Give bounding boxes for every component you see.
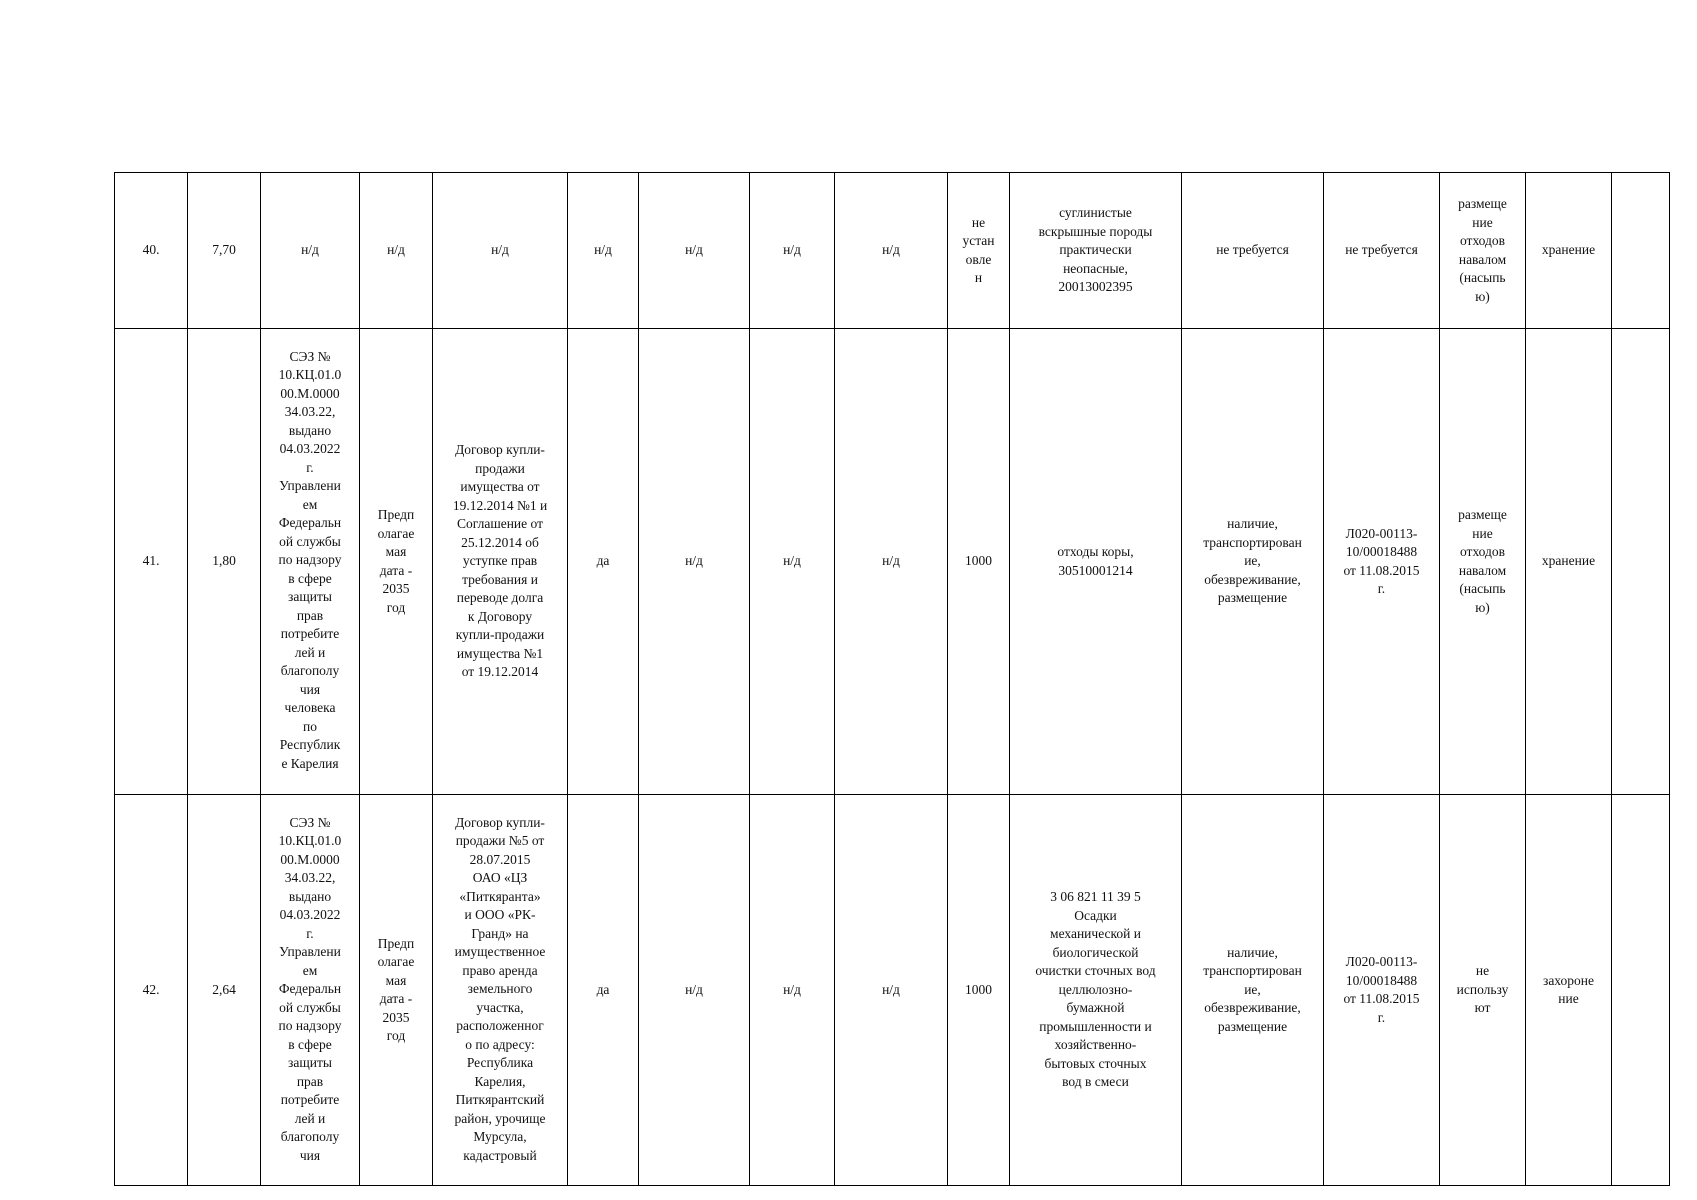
term-cell: Предп олагае мая дата - 2035 год bbox=[360, 329, 433, 795]
contract-cell: н/д bbox=[433, 173, 568, 329]
table-row bbox=[115, 329, 1670, 795]
col8-cell: н/д bbox=[750, 173, 835, 329]
col7-cell: н/д bbox=[639, 329, 750, 795]
contract-cell: Договор купли- продажи имущества от 19.12.2014 №1 и Соглашение от 25.12.2014 об уступке прав требования и переводе долга к Договору купли-продажи имущества №1 от 19.12.2014 bbox=[433, 329, 568, 795]
col7-cell: н/д bbox=[639, 173, 750, 329]
license-cell: не требуется bbox=[1324, 173, 1440, 329]
volume-cell: не устан овле н bbox=[948, 173, 1010, 329]
empty-cell bbox=[1612, 173, 1670, 329]
row-number-cell: 40. bbox=[115, 173, 188, 329]
purpose-cell: хранение bbox=[1526, 329, 1612, 795]
col9-cell: н/д bbox=[835, 329, 948, 795]
sez-cell: н/д bbox=[261, 173, 360, 329]
method-cell: размеще ние отходов навалом (насыпь ю) bbox=[1440, 173, 1526, 329]
purpose-cell: хранение bbox=[1526, 173, 1612, 329]
volume-cell: 1000 bbox=[948, 329, 1010, 795]
volume-cell: 1000 bbox=[948, 795, 1010, 1186]
empty-cell bbox=[1612, 795, 1670, 1186]
col9-cell: н/д bbox=[835, 173, 948, 329]
col8-cell: н/д bbox=[750, 329, 835, 795]
area-cell: 2,64 bbox=[188, 795, 261, 1186]
method-cell: не использу ют bbox=[1440, 795, 1526, 1186]
contract-cell bbox=[433, 795, 568, 1186]
sez-cell bbox=[261, 795, 360, 1186]
waste-type-cell: отходы коры, 30510001214 bbox=[1010, 329, 1182, 795]
empty-cell bbox=[1612, 329, 1670, 795]
col6-cell: н/д bbox=[568, 173, 639, 329]
table-row bbox=[115, 795, 1670, 1186]
table-row bbox=[115, 173, 1670, 329]
col6-cell: да bbox=[568, 795, 639, 1186]
activity-cell: не требуется bbox=[1182, 173, 1324, 329]
row-number-cell: 42. bbox=[115, 795, 188, 1186]
activity-cell: наличие, транспортирован ие, обезвреживание, размещение bbox=[1182, 329, 1324, 795]
waste-type-cell: 3 06 821 11 39 5 Осадки механической и биологической очистки сточных вод целлюлозно- бумажной промышленности и хозяйственно- бытовых сточных вод в смеси bbox=[1010, 795, 1182, 1186]
waste-type-cell: суглинистые вскрышные породы практически неопасные, 20013002395 bbox=[1010, 173, 1182, 329]
license-cell: Л020-00113- 10/00018488 от 11.08.2015 г. bbox=[1324, 329, 1440, 795]
method-cell: размеще ние отходов навалом (насыпь ю) bbox=[1440, 329, 1526, 795]
activity-cell: наличие, транспортирован ие, обезвреживание, размещение bbox=[1182, 795, 1324, 1186]
sez-cell bbox=[261, 329, 360, 795]
term-cell: Предп олагае мая дата - 2035 год bbox=[360, 795, 433, 1186]
license-cell: Л020-00113- 10/00018488 от 11.08.2015 г. bbox=[1324, 795, 1440, 1186]
term-cell: н/д bbox=[360, 173, 433, 329]
purpose-cell: захороне ние bbox=[1526, 795, 1612, 1186]
sez-text: СЭЗ № 10.КЦ.01.0 00.М.0000 34.03.22, выдано 04.03.2022 г. Управлени ем Федеральн ой службы по надзору в сфере защиты прав потребите лей и благополу чия bbox=[278, 814, 342, 1163]
sez-text: СЭЗ № 10.КЦ.01.0 00.М.0000 34.03.22, выдано 04.03.2022 г. Управлени ем Федеральн ой службы по надзору в сфере защиты прав потребите лей и благополу чия человека по Республик е Карелия bbox=[278, 348, 342, 771]
col9-cell: н/д bbox=[835, 795, 948, 1186]
contract-text: Договор купли- продажи №5 от 28.07.2015 ОАО «ЦЗ «Питкяранта» и ООО «РК- Гранд» на имущественное право аренда земельного участка, расположенног о по адресу: Республика Карелия, Питкярантский район, урочище Мурсула, кадастровый bbox=[454, 814, 546, 1163]
area-cell: 7,70 bbox=[188, 173, 261, 329]
col7-cell: н/д bbox=[639, 795, 750, 1186]
col6-cell: да bbox=[568, 329, 639, 795]
area-cell: 1,80 bbox=[188, 329, 261, 795]
waste-facility-table bbox=[114, 172, 1670, 1186]
col8-cell: н/д bbox=[750, 795, 835, 1186]
row-number-cell: 41. bbox=[115, 329, 188, 795]
